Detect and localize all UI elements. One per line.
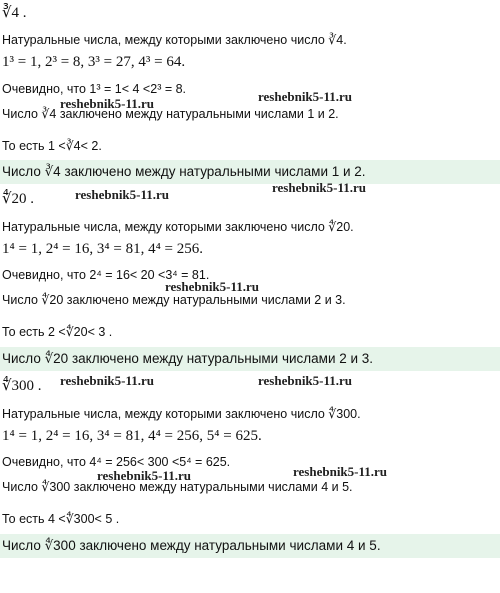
watermark: reshebnik5-11.ru bbox=[97, 468, 192, 483]
problem-3-conclusion: Число ∜300 заключено между натуральными числами 4 и 5. bbox=[2, 480, 353, 494]
watermark: reshebnik5-11.ru bbox=[293, 464, 388, 479]
problem-1-powers: 1³ = 1, 2³ = 8, 3³ = 27, 4³ = 64. bbox=[2, 54, 186, 70]
problem-2-intro: Натуральные числа, между которыми заключено число ∜20. bbox=[2, 220, 354, 234]
watermark: reshebnik5-11.ru bbox=[60, 373, 155, 388]
problem-2-conclusion: Число ∜20 заключено между натуральными числами 2 и 3. bbox=[2, 293, 346, 307]
problem-1-inequality: То есть 1 <∛4< 2. bbox=[2, 139, 102, 153]
problem-2-comparison: Очевидно, что 2⁴ = 16< 20 <3⁴ = 81. bbox=[2, 268, 210, 282]
watermark: reshebnik5-11.ru bbox=[258, 373, 353, 388]
problem-2-inequality: То есть 2 <∜20< 3 . bbox=[2, 325, 113, 339]
watermark: reshebnik5-11.ru bbox=[258, 89, 353, 104]
problem-3-inequality: То есть 4 <∜300< 5 . bbox=[2, 512, 120, 526]
problem-1-intro: Натуральные числа, между которыми заключено число ∛4. bbox=[2, 33, 347, 47]
problem-2-answer: Число ∜20 заключено между натуральными числами 2 и 3. bbox=[0, 347, 500, 371]
problem-1-comparison: Очевидно, что 1³ = 1< 4 <2³ = 8. bbox=[2, 82, 187, 96]
problem-2-expression: ∜20 . bbox=[2, 191, 35, 207]
problem-1-conclusion: Число ∛4 заключено между натуральными числами 1 и 2. bbox=[2, 107, 339, 121]
problem-3-intro: Натуральные числа, между которыми заключено число ∜300. bbox=[2, 407, 361, 421]
problem-1-expression: ∛4 . bbox=[2, 5, 27, 21]
watermark: reshebnik5-11.ru bbox=[165, 279, 260, 294]
problem-3-expression: ∜300 . bbox=[2, 378, 42, 394]
watermark: reshebnik5-11.ru bbox=[75, 187, 170, 202]
problem-3-powers: 1⁴ = 1, 2⁴ = 16, 3⁴ = 81, 4⁴ = 256, 5⁴ = 625. bbox=[2, 428, 262, 444]
problem-3-answer: Число ∜300 заключено между натуральными числами 4 и 5. bbox=[0, 534, 500, 558]
problem-3-comparison: Очевидно, что 4⁴ = 256< 300 <5⁴ = 625. bbox=[2, 455, 231, 469]
problem-1-answer: Число ∛4 заключено между натуральными числами 1 и 2. bbox=[0, 160, 500, 184]
problem-2-powers: 1⁴ = 1, 2⁴ = 16, 3⁴ = 81, 4⁴ = 256. bbox=[2, 241, 204, 257]
watermark: reshebnik5-11.ru bbox=[272, 180, 367, 195]
watermark: reshebnik5-11.ru bbox=[60, 96, 155, 111]
